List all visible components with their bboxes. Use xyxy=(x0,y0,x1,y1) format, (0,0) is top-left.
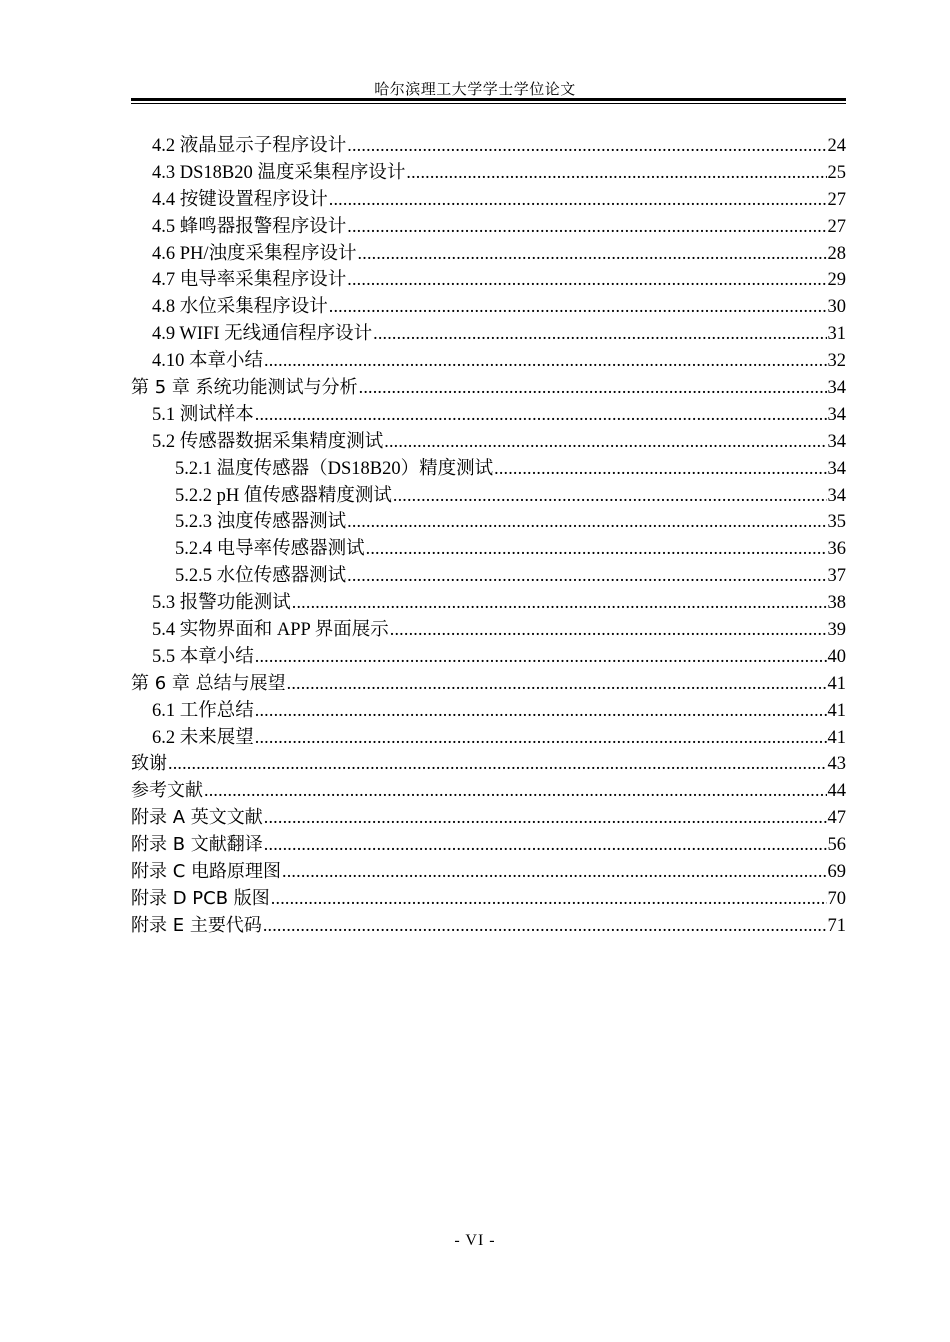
toc-dot-leader xyxy=(406,159,826,186)
toc-entry-page: 34 xyxy=(827,378,846,399)
toc-entry[interactable] xyxy=(131,589,846,616)
toc-entry[interactable] xyxy=(131,240,846,267)
toc-entry-title: 4.4 按键设置程序设计 xyxy=(152,189,328,210)
toc-dot-leader xyxy=(359,374,827,401)
toc-entry-page: 29 xyxy=(827,270,846,291)
toc-dot-leader xyxy=(329,293,827,320)
toc-entry-title: 4.5 蜂鸣器报警程序设计 xyxy=(152,216,347,237)
toc-entry[interactable] xyxy=(131,508,846,535)
toc-entry-page: 44 xyxy=(827,781,846,802)
toc-dot-leader xyxy=(282,858,826,885)
toc-dot-leader xyxy=(494,455,826,482)
toc-dot-leader xyxy=(347,132,826,159)
toc-entry[interactable] xyxy=(131,670,846,697)
toc-dot-leader xyxy=(264,804,827,831)
toc-entry-page: 39 xyxy=(827,620,846,641)
toc-entry-title: 4.9 WIFI 无线通信程序设计 xyxy=(152,324,373,345)
toc-entry-page: 27 xyxy=(827,216,846,237)
toc-entry[interactable] xyxy=(131,750,846,777)
toc-entry-title: 第 5 章 系统功能测试与分析 xyxy=(131,377,358,399)
toc-dot-leader xyxy=(373,320,826,347)
toc-entry[interactable] xyxy=(131,213,846,240)
page-number: - VI - xyxy=(454,1232,496,1249)
toc-entry-title: 6.2 未来展望 xyxy=(152,727,254,748)
toc-entry-title: 参考文献 xyxy=(131,780,203,802)
toc-entry-page: 34 xyxy=(827,431,846,452)
toc-entry-title: 5.4 实物界面和 APP 界面展示 xyxy=(152,620,389,641)
header-rule-thin xyxy=(131,103,846,104)
toc-entry-title: 5.3 报警功能测试 xyxy=(152,593,291,614)
toc-entry-page: 34 xyxy=(827,404,846,425)
toc-entry-page: 43 xyxy=(827,754,846,775)
toc-entry-title: 5.2.5 水位传感器测试 xyxy=(175,566,347,587)
toc-entry-title: 5.5 本章小结 xyxy=(152,646,254,667)
toc-entry[interactable] xyxy=(131,885,846,912)
toc-entry-title: 附录 D PCB 版图 xyxy=(131,887,270,909)
toc-entry[interactable] xyxy=(131,320,846,347)
toc-dot-leader xyxy=(384,428,826,455)
toc-entry[interactable] xyxy=(131,428,846,455)
toc-dot-leader xyxy=(292,589,827,616)
toc-dot-leader xyxy=(264,347,826,374)
toc-entry-title: 4.2 液晶显示子程序设计 xyxy=(152,136,347,156)
toc-entry[interactable] xyxy=(131,159,846,186)
toc-dot-leader xyxy=(393,482,827,509)
toc-entry[interactable] xyxy=(131,401,846,428)
toc-entry-page: 37 xyxy=(827,566,846,587)
toc-entry[interactable] xyxy=(131,455,846,482)
toc-entry-page: 36 xyxy=(827,539,846,560)
table-of-contents xyxy=(131,132,846,939)
toc-entry-page: 35 xyxy=(827,512,846,533)
toc-entry[interactable] xyxy=(131,831,846,858)
toc-entry-page: 70 xyxy=(827,888,846,909)
toc-entry[interactable] xyxy=(131,724,846,751)
toc-entry-title: 4.10 本章小结 xyxy=(152,351,264,372)
toc-entry-title: 附录 C 电路原理图 xyxy=(131,861,282,883)
toc-dot-leader xyxy=(358,240,827,267)
toc-entry-page: 34 xyxy=(827,485,846,506)
toc-dot-leader xyxy=(255,401,827,428)
toc-entry-page: 56 xyxy=(827,835,846,856)
toc-entry-page: 25 xyxy=(827,162,846,183)
toc-entry[interactable] xyxy=(131,804,846,831)
toc-entry[interactable] xyxy=(131,266,846,293)
toc-entry-title: 附录 E 主要代码 xyxy=(131,914,262,936)
toc-entry-title: 致谢 xyxy=(131,753,167,775)
toc-entry[interactable] xyxy=(131,912,846,939)
toc-dot-leader xyxy=(347,266,826,293)
toc-entry[interactable] xyxy=(131,562,846,589)
toc-entry-page: 34 xyxy=(827,458,846,479)
toc-entry-title: 4.8 水位采集程序设计 xyxy=(152,297,328,318)
toc-entry-page: 24 xyxy=(827,136,846,156)
toc-dot-leader xyxy=(347,213,826,240)
toc-entry-page: 30 xyxy=(827,297,846,318)
toc-entry-page: 41 xyxy=(827,727,846,748)
toc-dot-leader xyxy=(264,831,827,858)
toc-entry-title: 4.3 DS18B20 温度采集程序设计 xyxy=(152,162,406,183)
toc-entry[interactable] xyxy=(131,293,846,320)
toc-entry-title: 5.1 测试样本 xyxy=(152,404,254,425)
running-header: 哈尔滨理工大学学士学位论文 xyxy=(374,82,576,98)
toc-entry-title: 4.7 电导率采集程序设计 xyxy=(152,270,347,291)
toc-entry-title: 5.2.1 温度传感器（DS18B20）精度测试 xyxy=(175,458,494,479)
toc-dot-leader xyxy=(390,616,827,643)
toc-dot-leader xyxy=(347,508,826,535)
toc-entry-page: 32 xyxy=(827,351,846,372)
toc-entry-page: 40 xyxy=(827,646,846,667)
toc-dot-leader xyxy=(255,643,827,670)
toc-entry[interactable] xyxy=(131,482,846,509)
toc-entry-title: 6.1 工作总结 xyxy=(152,700,254,721)
toc-entry[interactable] xyxy=(131,643,846,670)
toc-dot-leader xyxy=(287,670,827,697)
toc-entry-title: 5.2 传感器数据采集精度测试 xyxy=(152,431,384,452)
toc-dot-leader xyxy=(255,724,827,751)
toc-dot-leader xyxy=(263,912,827,939)
toc-entry-title: 4.6 PH/浊度采集程序设计 xyxy=(152,243,357,264)
toc-entry-page: 41 xyxy=(827,673,846,694)
toc-dot-leader xyxy=(168,750,827,777)
toc-entry-page: 38 xyxy=(827,593,846,614)
toc-entry-title: 附录 B 文献翻译 xyxy=(131,834,263,856)
toc-entry[interactable] xyxy=(131,858,846,885)
header-rule-thick xyxy=(131,98,846,101)
toc-entry-title: 附录 A 英文文献 xyxy=(131,807,263,829)
toc-entry-title: 5.2.2 pH 值传感器精度测试 xyxy=(175,485,392,506)
toc-entry[interactable] xyxy=(131,697,846,724)
toc-entry[interactable] xyxy=(131,777,846,804)
toc-entry[interactable] xyxy=(131,347,846,374)
toc-dot-leader xyxy=(329,186,827,213)
toc-entry[interactable] xyxy=(131,186,846,213)
toc-entry-title: 第 6 章 总结与展望 xyxy=(131,672,286,694)
toc-entry-page: 28 xyxy=(827,243,846,264)
toc-entry[interactable] xyxy=(131,132,846,159)
toc-entry[interactable] xyxy=(131,535,846,562)
toc-dot-leader xyxy=(255,697,827,724)
toc-entry-title: 5.2.4 电导率传感器测试 xyxy=(175,539,365,560)
toc-entry-page: 47 xyxy=(827,808,846,829)
toc-entry-page: 31 xyxy=(827,324,846,345)
toc-dot-leader xyxy=(204,777,827,804)
toc-entry-page: 69 xyxy=(827,862,846,883)
toc-entry[interactable] xyxy=(131,374,846,401)
toc-entry-page: 27 xyxy=(827,189,846,210)
toc-dot-leader xyxy=(271,885,827,912)
toc-entry-page: 41 xyxy=(827,700,846,721)
toc-dot-leader xyxy=(347,562,826,589)
toc-entry[interactable] xyxy=(131,616,846,643)
toc-entry-title: 5.2.3 浊度传感器测试 xyxy=(175,512,347,533)
toc-dot-leader xyxy=(366,535,827,562)
toc-entry-page: 71 xyxy=(827,915,846,936)
